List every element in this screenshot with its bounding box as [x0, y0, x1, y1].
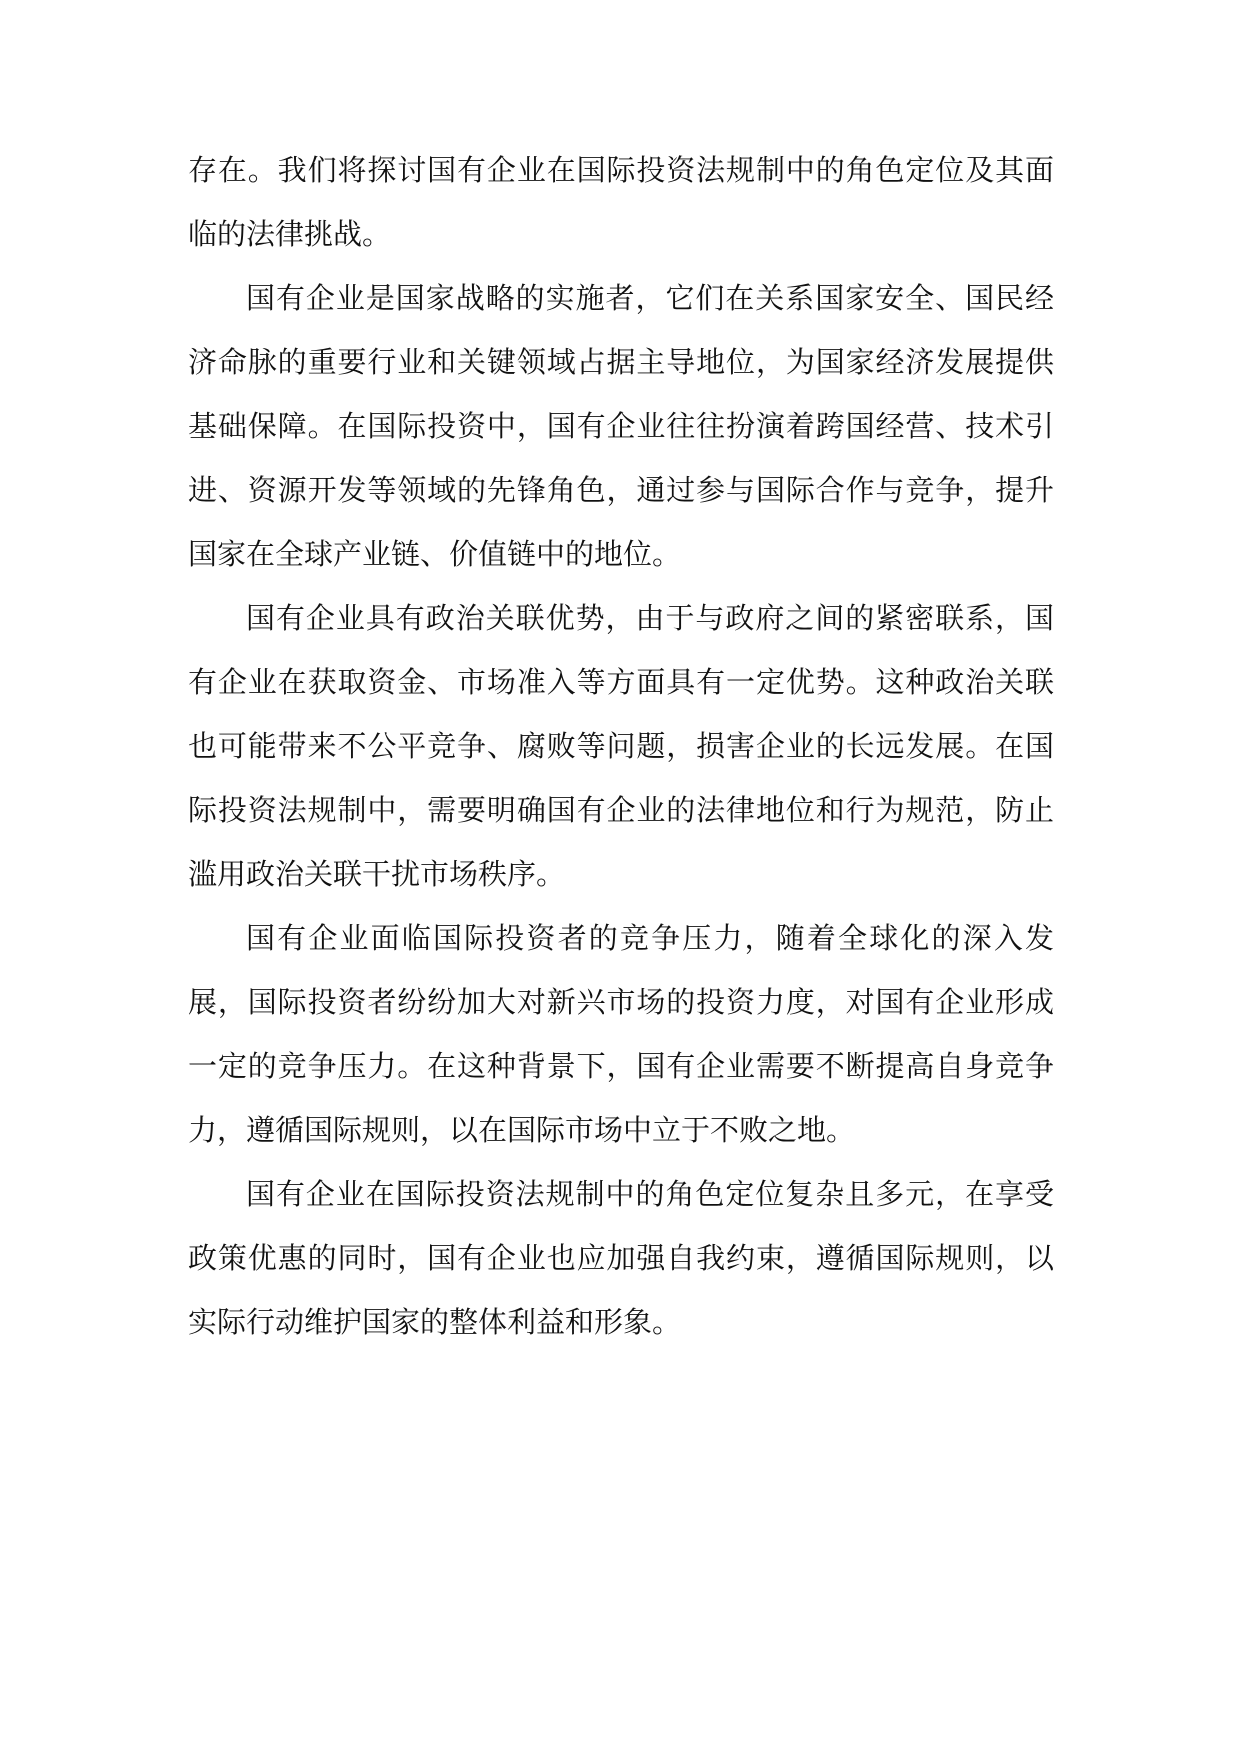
paragraph-5: 国有企业在国际投资法规制中的角色定位复杂且多元，在享受政策优惠的同时，国有企业也应加强自我约束，遵循国际规则，以实际行动维护国家的整体利益和形象。: [188, 1177, 1054, 1339]
paragraph-4: 国有企业面临国际投资者的竞争压力，随着全球化的深入发展，国际投资者纷纷加大对新兴市场的投资力度，对国有企业形成一定的竞争压力。在这种背景下，国有企业需要不断提高自身竞争力，遵循国际规则，以在国际市场中立于不败之地。: [188, 921, 1054, 1147]
document-body: [188, 138, 1054, 1354]
paragraph-2: 国有企业是国家战略的实施者，它们在关系国家安全、国民经济命脉的重要行业和关键领域占据主导地位，为国家经济发展提供基础保障。在国际投资中，国有企业往往扮演着跨国经营、技术引进、资源开发等领域的先锋角色，通过参与国际合作与竞争，提升国家在全球产业链、价值链中的地位。: [188, 281, 1054, 571]
paragraph-3: 国有企业具有政治关联优势，由于与政府之间的紧密联系，国有企业在获取资金、市场准入等方面具有一定优势。这种政治关联也可能带来不公平竞争、腐败等问题，损害企业的长远发展。在国际投资法规制中，需要明确国有企业的法律地位和行为规范，防止滥用政治关联干扰市场秩序。: [188, 601, 1054, 891]
paragraph-1: 存在。我们将探讨国有企业在国际投资法规制中的角色定位及其面临的法律挑战。: [188, 153, 1054, 251]
